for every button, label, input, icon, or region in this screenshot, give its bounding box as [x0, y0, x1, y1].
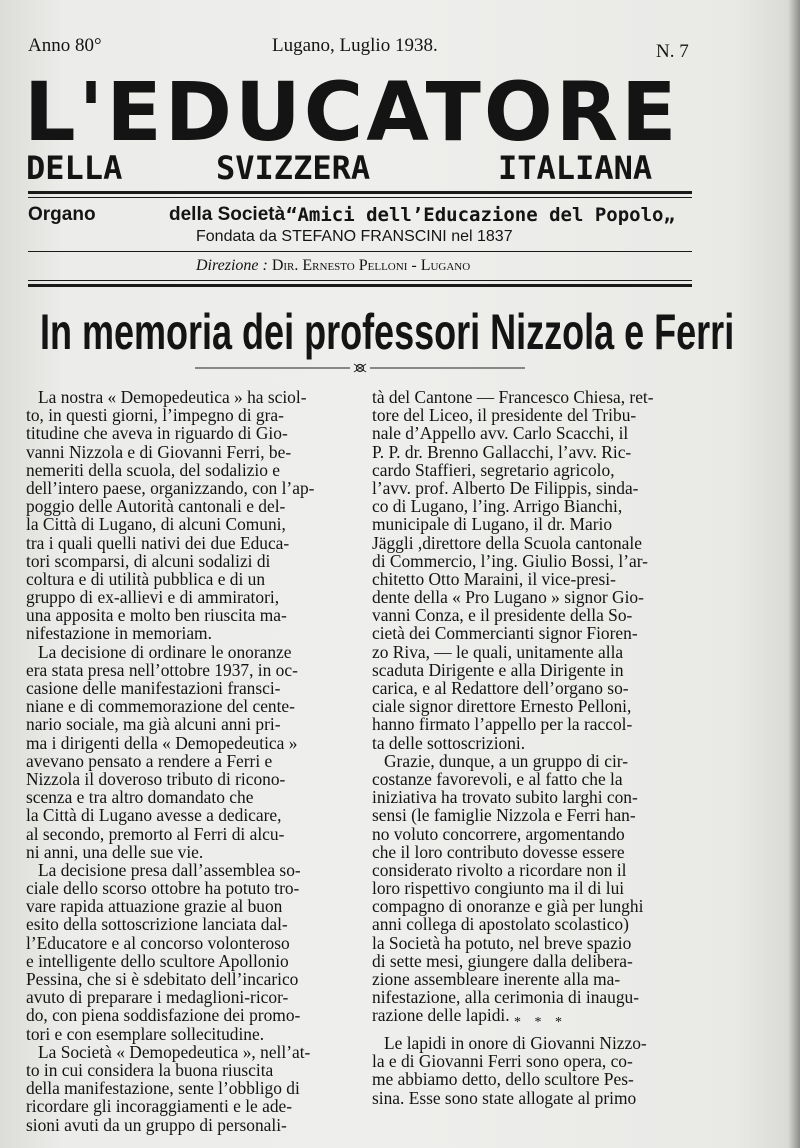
text-line: loro rispettivo congiunto ma il di lui	[372, 878, 625, 899]
text-line: di Commercio, l’ing. Giulio Bossi, l’ar-	[372, 550, 648, 571]
text-line: casione delle manifestazioni fransci-	[26, 678, 281, 698]
text-line: Nizzola il doveroso tributo di ricono-	[26, 768, 286, 789]
text-line: tori scomparsi, di alcuni sodalizi di	[26, 550, 271, 571]
article-column-right-continued	[372, 1034, 696, 1107]
text-line: vanni Conza, e il presidente della So-	[372, 605, 633, 626]
text-line: esito della sottoscrizione lanciata dal-	[26, 914, 288, 935]
text-line: al secondo, premorto al Ferri di alcu-	[26, 823, 285, 844]
text-line: nifestazione, alla cerimonia di inaugu-	[372, 987, 640, 1008]
text-line: La decisione di ordinare le onoranze	[38, 641, 292, 662]
text-line: sensi (le famiglie Nizzola e Ferri han-	[372, 805, 636, 826]
text-line: cietà dei Commercianti signor Fioren-	[372, 623, 638, 644]
text-line: chitetto Otto Maraini, il vice-presi-	[372, 568, 616, 589]
text-line: dell’intero paese, organizzando, con l’ap-	[26, 477, 315, 498]
text-line: co di Lugano, l’ing. Arrigo Bianchi,	[372, 496, 623, 517]
text-line: coltura e di utilità pubblica e di un	[26, 568, 266, 589]
rule-thick	[28, 191, 692, 194]
text-line: me abbiamo detto, dello scultore Pes-	[372, 1069, 634, 1090]
ornament-divider	[195, 361, 525, 375]
rule-thick	[28, 284, 692, 287]
text-line: vare rapida attuazione grazie al buon	[26, 896, 283, 917]
text-line: era stata presa nell’ottobre 1937, in oc-	[26, 659, 298, 680]
text-line: nario sociale, ma già alcuni anni pri-	[26, 714, 281, 735]
text-line: tà del Cantone — Francesco Chiesa, ret-	[372, 387, 654, 407]
text-line: considerato rivolto a ricordare non il	[372, 859, 627, 880]
text-line: ma i dirigenti della « Demopedeutica »	[26, 732, 298, 753]
text-line: ta delle sottoscrizioni.	[372, 732, 526, 753]
founder-line: Fondata da STEFANO FRANSCINI nel 1837	[196, 228, 513, 245]
text-line: carica, e al Redattore dell’organo so-	[372, 678, 629, 698]
text-line: anni collega di apostolato scolastico)	[372, 914, 629, 935]
text-line: e intelligente dello scultore Apollonio	[26, 950, 289, 971]
text-line: P. P. dr. Brenno Gallacchi, l’avv. Ric-	[372, 441, 632, 462]
rule-thin	[28, 197, 692, 198]
text-line: to, in questi giorni, l’impegno di gra-	[26, 405, 284, 426]
text-line: zo Riva, — le quali, unitamente alla	[372, 641, 624, 662]
text-line: La nostra « Demopedeutica » ha sciol-	[38, 387, 307, 407]
issue-year: Anno 80°	[28, 35, 102, 56]
direction-line	[196, 256, 470, 276]
issue-place-date: Lugano, Luglio 1938.	[272, 35, 438, 56]
text-line: titudine che aveva in riguardo di Gio-	[26, 423, 288, 444]
text-line: compagno di onoranze e già per lunghi	[372, 896, 644, 917]
text-line: ricordare gli incoraggiamenti e le ade-	[26, 1096, 293, 1117]
text-line: avevano pensato a rendere a Ferri e	[26, 750, 273, 771]
text-line: la Città di Lugano avesse a dedicare,	[26, 805, 282, 826]
article-column-right	[372, 388, 696, 1025]
section-stars: * * *	[514, 1015, 567, 1030]
text-line: tori e con esemplare sollecitudine.	[26, 1023, 265, 1044]
text-line: avuto di preparare i medaglioni-ricor-	[26, 987, 289, 1008]
text-line: iniziativa ha trovato subito larghi con-	[372, 787, 638, 808]
text-line: vanni Nizzola e di Giovanni Ferri, be-	[26, 441, 292, 462]
text-line: la e di Giovanni Ferri sono opera, co-	[372, 1051, 633, 1072]
text-line: dente della « Pro Lugano » signor Gio-	[372, 587, 644, 608]
text-line: una apposita e molto ben riuscita ma-	[26, 605, 287, 626]
article-title: In memoria dei professori Nizzola e Ferri	[40, 304, 735, 360]
text-line: Le lapidi in onore di Giovanni Nizzo-	[384, 1033, 647, 1053]
text-line: ciale signor direttore Ernesto Pelloni,	[372, 696, 632, 717]
issue-number: N. 7	[656, 41, 689, 62]
text-line: to in cui considera la buona riuscita	[26, 1059, 274, 1080]
text-line: tra i quali quelli nativi dei due Educa-	[26, 532, 290, 553]
subtitle-word: DELLA	[26, 149, 123, 187]
text-line: Grazie, dunque, a un gruppo di cir-	[384, 750, 629, 771]
masthead-title: L'EDUCATORE	[24, 66, 680, 160]
subtitle-word: ITALIANA	[498, 149, 653, 187]
text-line: sioni avuti da un gruppo di personali-	[26, 1114, 287, 1135]
text-line: che il loro contributo dovesse essere	[372, 841, 625, 862]
subtitle-word: SVIZZERA	[216, 149, 371, 187]
text-line: di sette mesi, giungere dalla delibera-	[372, 950, 633, 971]
text-line: nemeriti della scuola, del sodalizio e	[26, 459, 281, 480]
text-line: cardo Staffieri, segretario agricolo,	[372, 459, 615, 480]
text-line: no voluto concorrere, argomentando	[372, 823, 625, 844]
text-line: gruppo di ex-allievi e di ammiratori,	[26, 587, 280, 608]
issue-header	[28, 34, 692, 62]
text-line: do, con piena soddisfazione dei promo-	[26, 1005, 301, 1026]
text-line: zione assembleare inerente alla ma-	[372, 969, 621, 989]
organo-society: della Società	[169, 204, 286, 225]
text-line: nale d’Appello avv. Carlo Scacchi, il	[372, 423, 629, 444]
text-line: l’avv. prof. Alberto De Filippis, sinda-	[372, 477, 639, 498]
text-line: niane e di commemorazione del cente-	[26, 696, 295, 717]
text-line: scenza e tra altro domandato che	[26, 787, 254, 808]
direction-text: Dir. Ernesto Pelloni - Lugano	[271, 257, 471, 274]
text-line: la Società ha potuto, nel breve spazio	[372, 932, 632, 953]
text-line: hanno firmato l’appello per la raccol-	[372, 714, 633, 735]
text-line: razione delle lapidi.	[372, 1005, 510, 1026]
rule-thin	[28, 280, 692, 281]
text-line: la Città di Lugano, di alcuni Comuni,	[26, 514, 286, 535]
text-line: della manifestazione, sente l’obbligo di	[26, 1078, 300, 1099]
text-line: nifestazione in memoriam.	[26, 623, 212, 644]
text-line: l’Educatore e al concorso volonteroso	[26, 932, 290, 953]
text-line: Jäggli ,direttore della Scuola cantonale	[372, 532, 642, 553]
text-line: poggio delle Autorità cantonali e del-	[26, 496, 286, 517]
text-line: tore del Liceo, il presidente del Tribu-	[372, 405, 637, 426]
page-edge-shadow	[788, 0, 800, 1148]
text-line: La Società « Demopedeutica », nell’at-	[38, 1041, 311, 1062]
text-line: costanze favorevoli, e al fatto che la	[372, 768, 623, 789]
organo-name: “Amici dell’Educazione del Popolo„	[286, 204, 675, 226]
rule-thin	[28, 251, 692, 252]
text-line: sina. Esse sono state allogate al primo	[372, 1087, 637, 1108]
text-line: ciale dello scorso ottobre ha potuto tro-	[26, 878, 300, 899]
text-line: La decisione presa dall’assemblea so-	[38, 859, 301, 880]
organo-word: Organo	[28, 204, 96, 225]
text-line: municipale di Lugano, il dr. Mario	[372, 514, 613, 535]
text-line: Pessina, che si è sdebitato dell’incarico	[26, 969, 299, 989]
direction-label: Direzione :	[196, 257, 268, 274]
text-line: ni anni, una delle sue vie.	[26, 841, 204, 862]
text-line: scaduta Dirigente e alla Dirigente in	[372, 659, 624, 680]
article-column-left	[26, 388, 352, 1134]
